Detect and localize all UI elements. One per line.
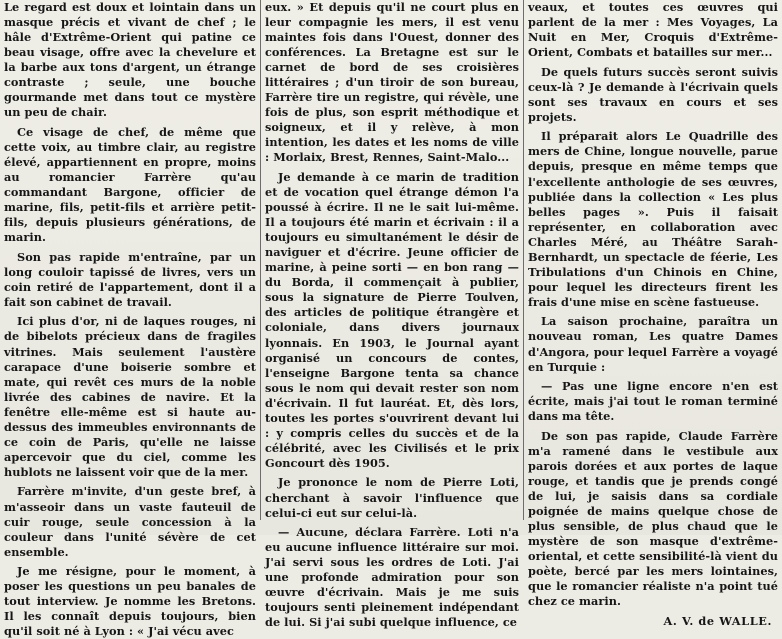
article-column-1 [4,0,256,639]
paragraph: De son pas rapide, Claude Farrère m'a ramené dans le vestibule aux parois dorées et aux portes de laque rouge, et tandis que je prends congé de lui, je saisis dans sa cordiale poignée de mains quelque chose de plus sensible, de plus chaud que le mystère de son masque d'extrême-oriental, et cette sensibilité-là vient du poète, bercé par les mers lointaines, que le romancier réaliste n'a point tué chez ce marin. [528,428,778,609]
paragraph: Farrère m'invite, d'un geste bref, à m'asseoir dans un vaste fauteuil de cuir rouge, seule concession à la couleur dans l'unité sévère de cet ensemble. [4,484,256,559]
paragraph: veaux, et toutes ces œuvres qui parlent de la mer : Mes Voyages, La Nuit en Mer, Croquis d'Extrême-Orient, Combats et batailles sur mer... [528,0,778,60]
article-column-3 [528,0,778,628]
paragraph: La saison prochaine, paraîtra un nouveau roman, Les quatre Dames d'Angora, pour lequel Farrère a voyagé en Turquie : [528,314,778,374]
paragraph: Il préparait alors Le Quadrille des mers de Chine, longue nouvelle, parue depuis, presque en même temps que l'excellente anthologie de ses œuvres, publiée dans la collection « Les plus belles pages ». Puis il faisait représenter, en collaboration avec Charles Méré, au Théâtre Sarah-Bernhardt, un spectacle de féerie, Les Tribulations d'un Chinois en Chine, pour lequel les directeurs firent les frais d'une mise en scène fastueuse. [528,129,778,309]
paragraph: Ici plus d'or, ni de laques rouges, ni de bibelots précieux dans de fragiles vitrines. Mais seulement l'austère carapace d'une boiserie sombre et mate, qui revêt ces murs de la noble livrée des cabines de navire. Et la fenêtre elle-même est si haute au-dessus des immeubles environnants de ce coin de Paris, qu'elle ne laisse apercevoir que du ciel, comme les hublots ne laissent voir que de la mer. [4,314,256,479]
column-divider [523,0,524,520]
column-divider [260,0,261,520]
paragraph: De quels futurs succès seront suivis ceux-là ? Je demande à l'écrivain quels sont ses travaux en cours et ses projets. [528,64,778,124]
paragraph: Son pas rapide m'entraîne, par un long couloir tapissé de livres, vers un coin retiré de l'appartement, dont il a fait son cabinet de travail. [4,249,256,309]
paragraph: Je prononce le nom de Pierre Loti, cherchant à savoir l'influence que celui-ci eut sur celui-là. [265,475,519,520]
paragraph: — Aucune, déclara Farrère. Loti n'a eu aucune influence littéraire sur moi. J'ai servi sous les ordres de Loti. J'ai une profonde admiration pour son œuvre d'écrivain. Mais je me suis toujours senti pleinement indépendant de lui. Si j'ai subi quelque influence, ce [265,525,519,630]
article-column-2 [265,0,519,630]
paragraph: Je me résigne, pour le moment, à poser les questions un peu banales de tout interview. Je nomme les Bretons. Il les connaît depuis toujours, bien qu'il soit né à Lyon : « J'ai vécu avec [4,564,256,639]
paragraph: — Pas une ligne encore n'en est écrite, mais j'ai tout le roman terminé dans ma tête. [528,379,778,424]
paragraph: Ce visage de chef, de même que cette voix, au timbre clair, au registre élevé, appartiennent en propre, moins au romancier Farrère qu'au commandant Bargone, officier de marine, fils, petit-fils et arrière petit-fils, depuis plusieurs générations, de marin. [4,124,256,245]
paragraph: Je demande à ce marin de tradition et de vocation quel étrange démon l'a poussé à écrire. Il ne le sait lui-même. Il a toujours été marin et écrivain : il a toujours eu simultanément le désir de naviguer et d'écrire. Jeune officier de marine, à peine sorti — en bon rang — du Borda, il commençait à publier, sous la signature de Pierre Toulven, des articles de politique étrangère et coloniale, dans divers journaux lyonnais. En 1903, le Journal ayant organisé un concours de contes, l'enseigne Bargone tenta sa chance sous le nom qui devait rester son nom d'écrivain. Il fut lauréat. Et, dès lors, toutes les portes s'ouvrirent devant lui : y compris celles du succès et de la célébrité, avec les Civilisés et le prix Goncourt dès 1905. [265,170,519,470]
paragraph: eux. » Et depuis qu'il ne court plus en leur compagnie les mers, il est venu maintes fois dans l'Ouest, donner des conférences. La Bretagne est sur le carnet de bord de ses croisières littéraires ; d'un tiroir de son bureau, Farrère tire un registre, qui révèle, une fois de plus, son esprit méthodique et soigneux, et il y relève, à mon intention, les dates et les noms de ville : Morlaix, Brest, Rennes, Saint-Malo... [265,0,519,165]
paragraph: Le regard est doux et lointain dans un masque précis et vivant de chef ; le hâle d'Extrême-Orient qui patine ce beau visage, offre avec la chevelure et la barbe aux tons d'argent, un étrange contraste ; seule, une bouche gourmande met dans tout ce mystère un peu de chair. [4,0,256,120]
author-signature: A. V. de WALLE. [663,613,772,628]
